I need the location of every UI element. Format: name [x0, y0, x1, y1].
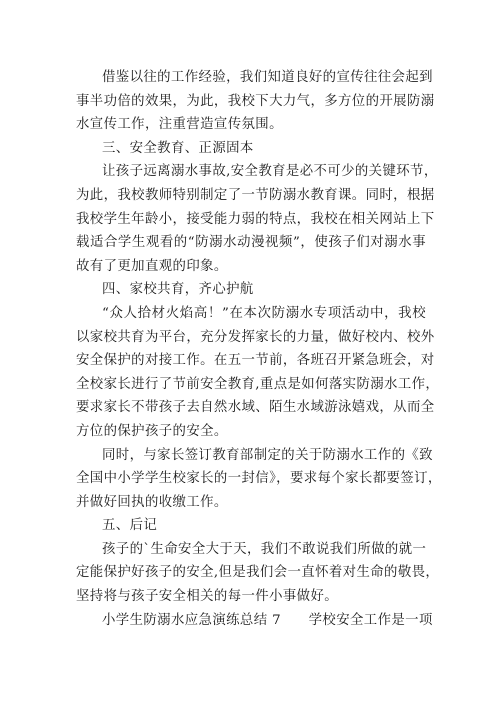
text-line: 孩子的`生命安全大于天，我们不敢说我们所做的就一: [102, 541, 427, 557]
text-line: 以家校共育为平台，充分发挥家长的力量，做好校内、校外: [76, 329, 435, 345]
paragraph-postscript: [76, 538, 440, 609]
text-line: 并做好回执的收缴工作。: [76, 494, 228, 510]
text-line: 全校家长进行了节前安全教育,重点是如何落实防溺水工作，: [76, 376, 440, 392]
paragraph-safety-education: [76, 160, 438, 278]
text-line: 要求家长不带孩子去自然水域、陌生水域游泳嬉戏，从而全: [76, 400, 435, 416]
text-line: 水宣传工作，注重营造宣传氛围。: [76, 117, 283, 133]
text-line: 方位的保护孩子的安全。: [76, 423, 228, 439]
text-line: 故有了更加直观的印象。: [76, 258, 228, 274]
paragraph-summary-7: [76, 609, 433, 633]
document-body: [76, 66, 442, 632]
paragraph-home-school: [76, 302, 440, 444]
text-line: 载适合学生观看的“防溺水动漫视频”，使孩子们对溺水事: [76, 235, 426, 251]
section-heading-safety-education: 三、安全教育、正源固本: [102, 140, 254, 156]
paragraph-parent-letter: [76, 444, 442, 515]
text-line: 定能保护好孩子的安全,但是我们会一直怀着对生命的敬畏，: [76, 565, 440, 581]
text-line: 同时，与家长签订教育部制定的关于防溺水工作的《致: [102, 447, 433, 463]
text-line: 安全保护的对接工作。在五一节前，各班召开紧急班会，对: [76, 353, 435, 369]
paragraph-publicity: [76, 66, 435, 137]
text-line: 小学生防溺水应急演练总结 7 学校安全工作是一项: [102, 612, 433, 628]
text-line: “众人拾材火焰高！”在本次防溺水专项活动中，我校: [102, 305, 426, 321]
text-line: 坚持将与孩子安全相关的每一件小事做好。: [76, 589, 339, 605]
text-line: 全国中小学学生校家长的一封信》，要求每个家长都要签订，: [76, 471, 442, 487]
text-line: 借鉴以往的工作经验，我们知道良好的宣传往往会起到: [102, 70, 433, 85]
text-line: 为此，我校教师特别制定了一节防溺水教育课。同时，根据: [76, 187, 435, 203]
text-line: 事半功倍的效果，为此，我校下大力气，多方位的开展防溺: [76, 93, 435, 109]
text-line: 让孩子远离溺水事故,安全教育是必不可少的关键环节，: [102, 164, 438, 180]
section-heading-home-school: 四、家校共育，齐心护航: [102, 282, 254, 298]
section-heading-postscript: 五、后记: [102, 518, 158, 534]
text-line: 我校学生年龄小，接受能力弱的特点，我校在相关网站上下: [76, 211, 435, 227]
